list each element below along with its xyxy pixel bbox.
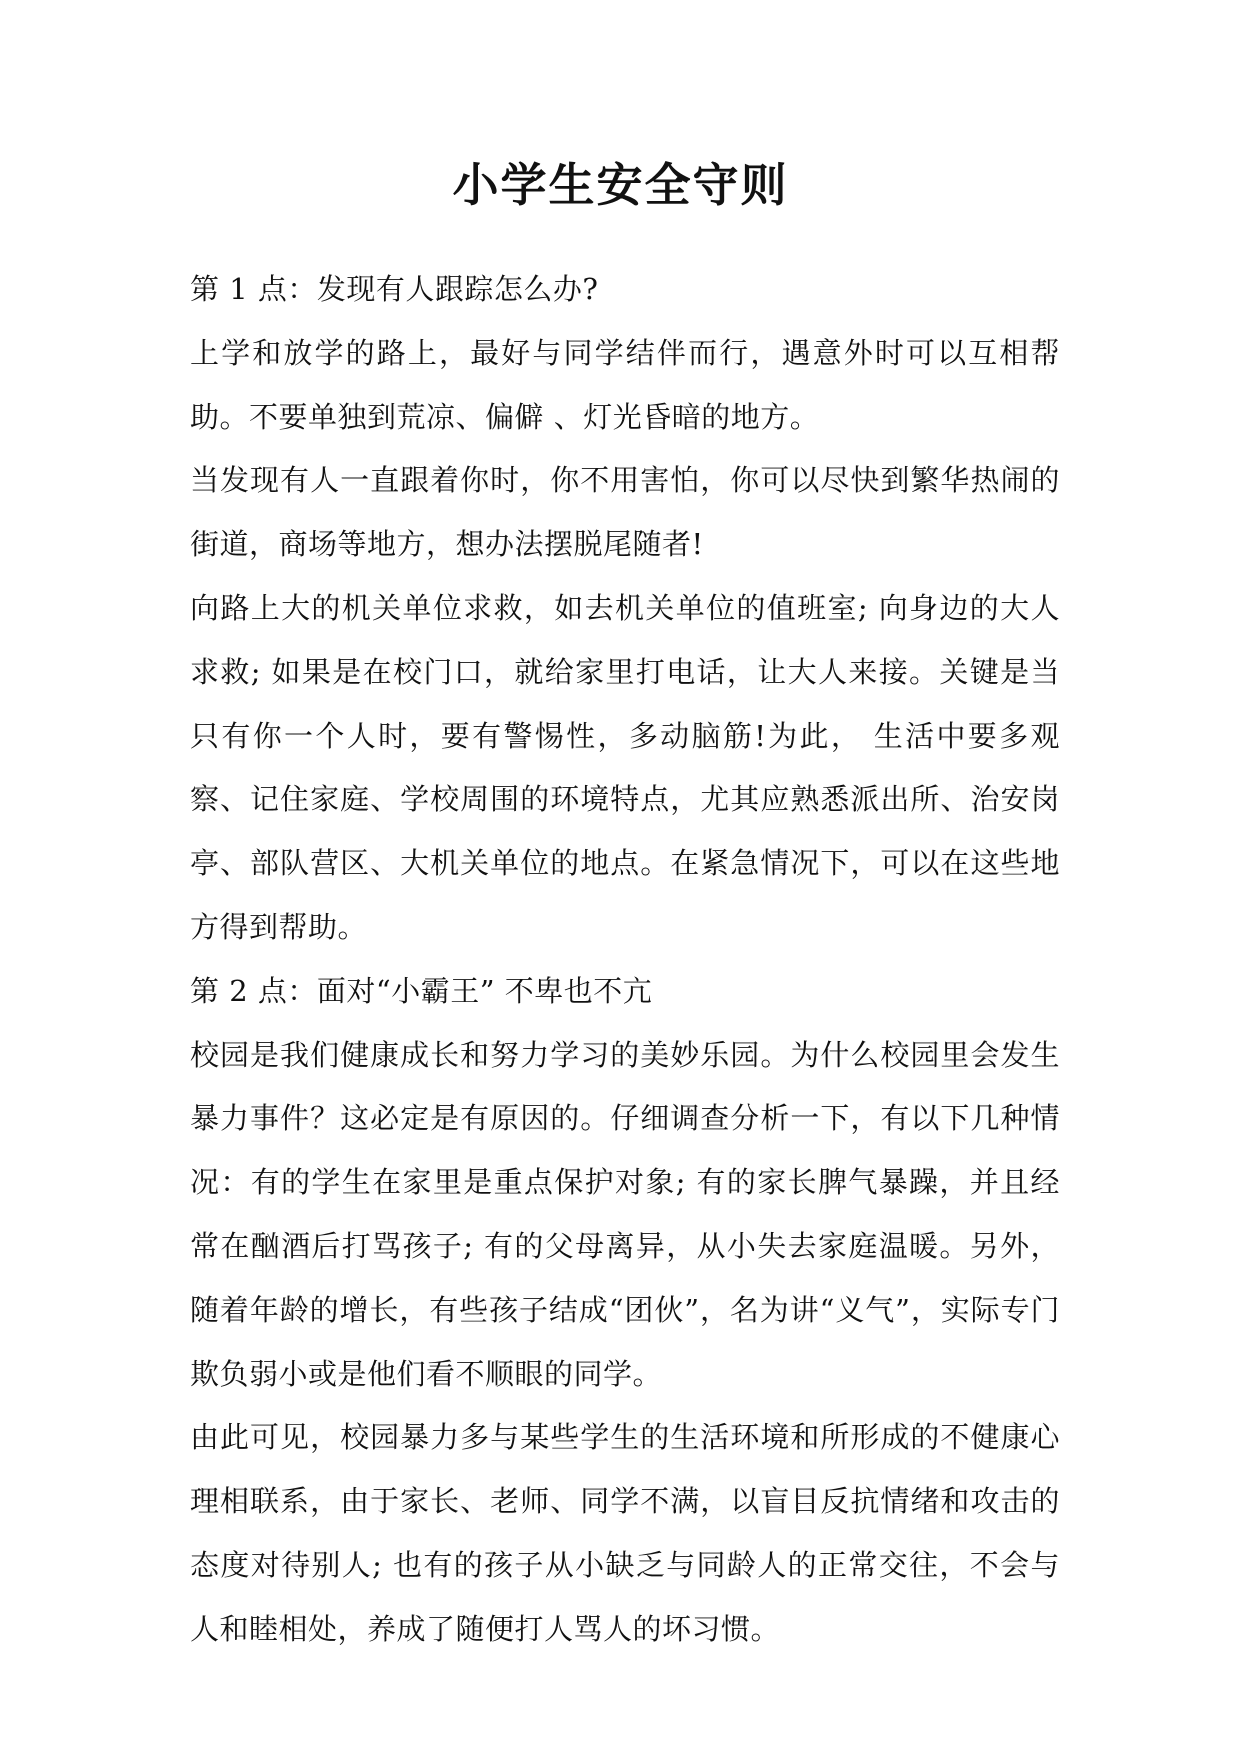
paragraph-seek-help: 向路上大的机关单位求救，如去机关单位的值班室; 向身边的大人求救; 如果是在校门口，就给家里打电话，让大人来接。关键是当只有你一个人时，要有警惕性，多动脑筋!为此， 生活中要多观察、记住家庭、学校周围的环境特点，尤其应熟悉派出所、治安岗亭、部队营区、大机关单位的地点。在紧急情况下，可以在这些地方得到帮助。	[190, 590, 1060, 944]
section-1-heading: 第 1 点：发现有人跟踪怎么办?	[190, 272, 599, 306]
document-body	[190, 258, 1060, 1662]
document-title: 小学生安全守则	[452, 158, 789, 212]
paragraph-being-followed: 当发现有人一直跟着你时，你不用害怕，你可以尽快到繁华热闹的街道，商场等地方，想办法摆脱尾随者!	[190, 463, 1060, 562]
paragraph-school-violence-conclusion: 由此可见，校园暴力多与某些学生的生活环境和所形成的不健康心理相联系，由于家长、老师、同学不满，以盲目反抗情绪和攻击的态度对待别人; 也有的孩子从小缺乏与同龄人的正常交往，不会与人和睦相处，养成了随便打人骂人的坏习惯。	[190, 1420, 1060, 1646]
paragraph-travel-together: 上学和放学的路上，最好与同学结伴而行，遇意外时可以互相帮助。不要单独到荒凉、偏僻 、灯光昏暗的地方。	[190, 335, 1060, 434]
section-2-heading: 第 2 点：面对“小霸王” 不卑也不亢	[190, 973, 653, 1008]
paragraph-school-violence-causes: 校园是我们健康成长和努力学习的美妙乐园。为什么校园里会发生暴力事件？这必定是有原因的。仔细调查分析一下，有以下几种情况：有的学生在家里是重点保护对象; 有的家长脾气暴躁，并且经常在酗酒后打骂孩子; 有的父母离异，从小失去家庭温暖。另外，随着年龄的增长，有些孩子结成“团伙”，名为讲“义气”，实际专门欺负弱小或是他们看不顺眼的同学。	[190, 1037, 1060, 1391]
